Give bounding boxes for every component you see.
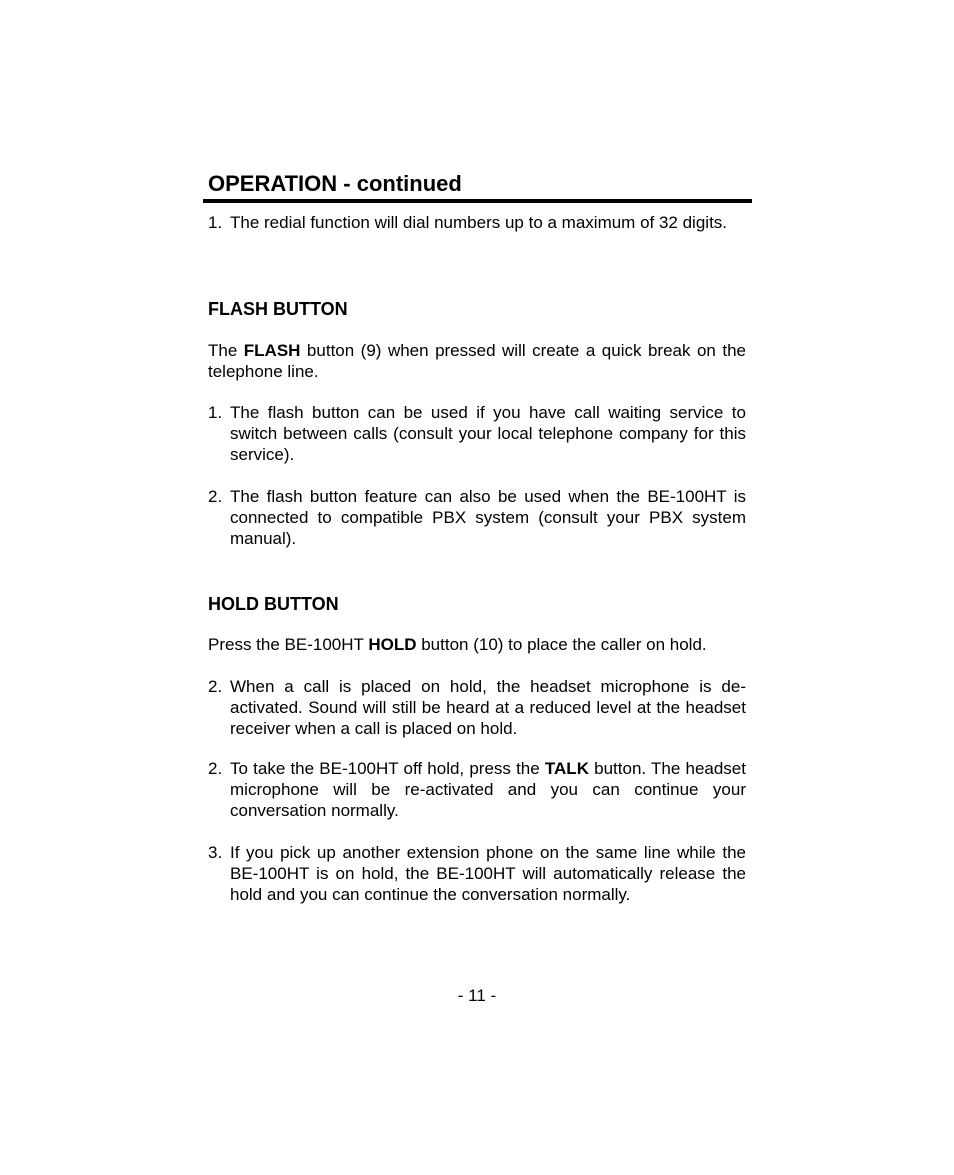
page-number: - 11 - bbox=[457, 986, 497, 1005]
list-item-hold-extension bbox=[208, 842, 746, 905]
flash-keyword: FLASH bbox=[243, 341, 301, 360]
hold-keyword: HOLD bbox=[368, 635, 417, 654]
intro-text: Press the BE-100HT bbox=[208, 635, 369, 654]
list-text: The flash button can be used if you have call waiting service to switch between calls (consult your local telephone company for this service). bbox=[230, 403, 746, 464]
intro-text: button (9) when pressed will create a quick break on the telephone line. bbox=[208, 341, 746, 381]
list-text: When a call is placed on hold, the headset microphone is de-activated. Sound will still be heard at a reduced level at the headset receiver when a call is placed on hold. bbox=[230, 677, 746, 738]
list-number: 3. bbox=[208, 843, 223, 862]
list-item-flash-pbx bbox=[208, 486, 746, 549]
list-item-hold-mic-deactivated bbox=[208, 676, 746, 739]
list-text bbox=[230, 758, 746, 821]
list-number: 1. bbox=[208, 403, 223, 422]
intro-text: button (10) to place the caller on hold. bbox=[416, 635, 707, 654]
page-title: OPERATION - continued bbox=[208, 171, 462, 196]
intro-text: The bbox=[208, 341, 244, 360]
hold-intro-paragraph bbox=[208, 634, 746, 655]
title-underline bbox=[203, 199, 752, 203]
list-item-flash-call-waiting bbox=[208, 402, 746, 465]
list-text-part: To take the BE-100HT off hold, press the bbox=[230, 759, 545, 778]
list-text: The redial function will dial numbers up to a maximum of 32 digits. bbox=[230, 213, 728, 232]
list-item-redial-limit bbox=[208, 212, 746, 233]
list-text: The flash button feature can also be used when the BE-100HT is connected to compatible PBX system (consult your PBX system manual). bbox=[230, 487, 746, 548]
list-number: 2. bbox=[208, 487, 223, 506]
list-text-part: button. The headset microphone will be re-activated and you can continue your conversation normally. bbox=[230, 759, 746, 820]
list-text: If you pick up another extension phone on the same line while the BE-100HT is on hold, the BE-100HT will automatically release the hold and you can continue the conversation normally. bbox=[230, 843, 746, 904]
section-heading-flash: FLASH BUTTON bbox=[208, 299, 348, 319]
talk-keyword: TALK bbox=[544, 759, 589, 778]
list-number: 2. bbox=[208, 759, 223, 778]
flash-intro-paragraph bbox=[208, 340, 746, 382]
section-heading-hold: HOLD BUTTON bbox=[208, 594, 339, 614]
list-number: 1. bbox=[208, 213, 223, 232]
list-item-hold-off bbox=[208, 758, 746, 821]
list-number: 2. bbox=[208, 677, 223, 696]
